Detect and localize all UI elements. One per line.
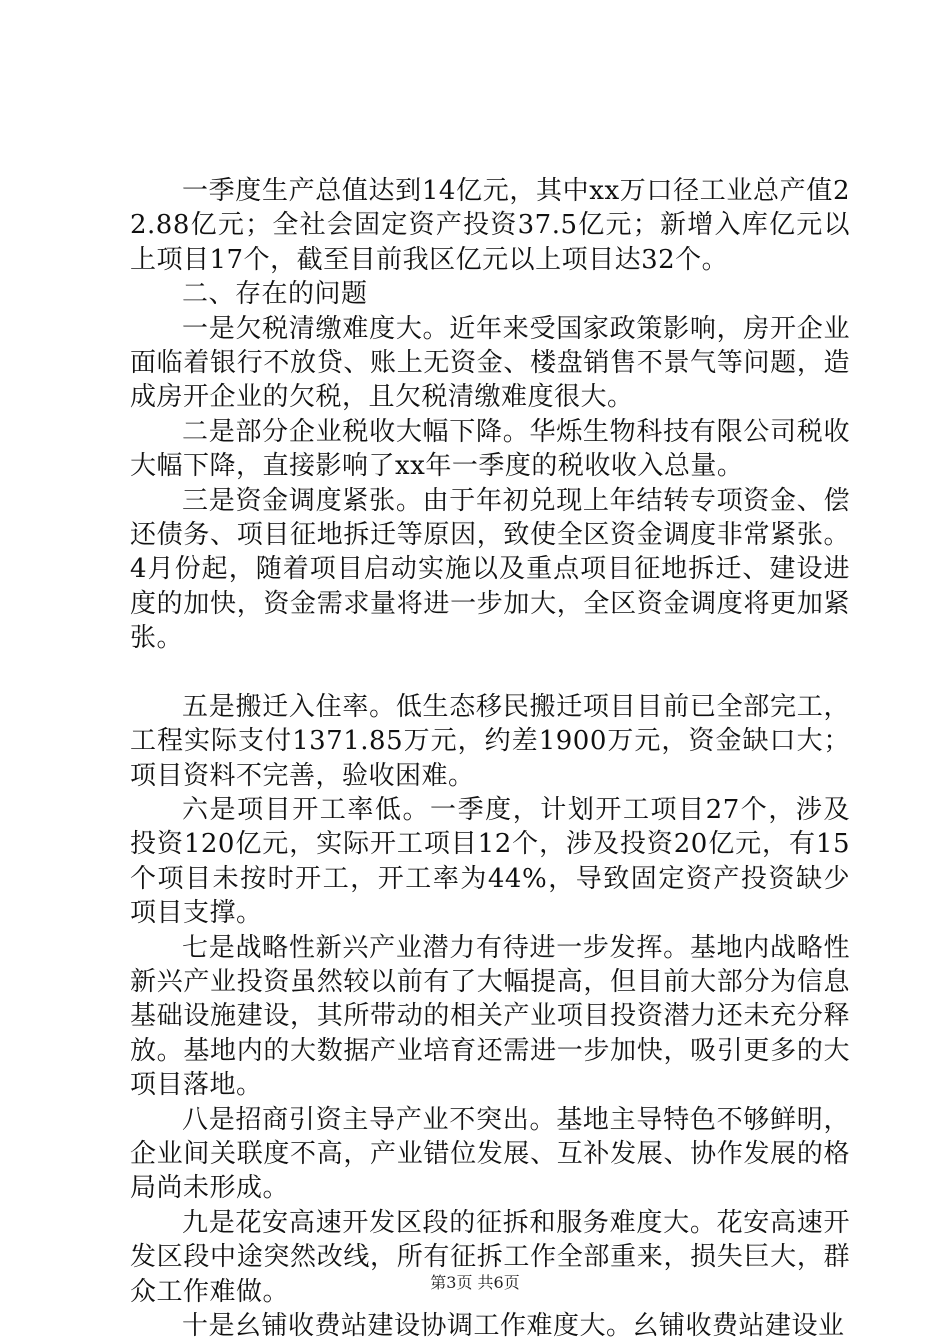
paragraph-problem-1: 一是欠税清缴难度大。近年来受国家政策影响，房开企业面临着银行不放贷、账上无资金、楼盘销售不景气等问题，造成房开企业的欠税，且欠税清缴难度很大。: [130, 313, 850, 413]
paragraph-gap: [130, 656, 850, 690]
paragraph-problem-3: 三是资金调度紧张。由于年初兑现上年结转专项资金、偿还债务、项目征地拆迁等原因，致使全区资金调度非常紧张。4月份起，随着项目启动实施以及重点项目征地拆迁、建设进度的加快，资金需求量将进一步加大，全区资金调度将更加紧张。: [130, 485, 850, 654]
section-heading-problems: 二、存在的问题: [182, 279, 368, 310]
paragraph-problem-9: 九是花安高速开发区段的征拆和服务难度大。花安高速开发区段中途突然改线，所有征拆工作全部重来，损失巨大，群众工作难做。: [130, 1207, 850, 1307]
paragraph-problem-2: 二是部分企业税收大幅下降。华烁生物科技有限公司税收大幅下降，直接影响了xx年一季度的税收收入总量。: [130, 416, 850, 482]
paragraph-problem-5: 五是搬迁入住率。低生态移民搬迁项目目前已全部完工，工程实际支付1371.85万元，约差1900万元，资金缺口大；项目资料不完善，验收困难。: [130, 691, 850, 791]
document-body: [130, 174, 850, 1343]
paragraph-problem-6: 六是项目开工率低。一季度，计划开工项目27个，涉及投资120亿元，实际开工项目12个，涉及投资20亿元，有15个项目未按时开工，开工率为44%，导致固定资产投资缺少项目支撑。: [130, 794, 850, 929]
paragraph-problem-8: 八是招商引资主导产业不突出。基地主导特色不够鲜明，企业间关联度不高，产业错位发展、互补发展、协作发展的格局尚未形成。: [130, 1104, 850, 1204]
page-number-footer: 第3页 共6页: [430, 1273, 520, 1292]
paragraph-problem-7: 七是战略性新兴产业潜力有待进一步发挥。基地内战略性新兴产业投资虽然较以前有了大幅提高，但目前大部分为信息基础设施建设，其所带动的相关产业项目投资潜力还未充分释放。基地内的大数据产业培育还需进一步加快，吸引更多的大项目落地。: [130, 932, 850, 1101]
paragraph-gdp-summary: 一季度生产总值达到14亿元，其中xx万口径工业总产值22.88亿元；全社会固定资产投资37.5亿元；新增入库亿元以上项目17个，截至目前我区亿元以上项目达32个。: [130, 176, 850, 275]
paragraph-problem-10: 十是幺铺收费站建设协调工作难度大。幺铺收费站建设业: [182, 1311, 845, 1341]
